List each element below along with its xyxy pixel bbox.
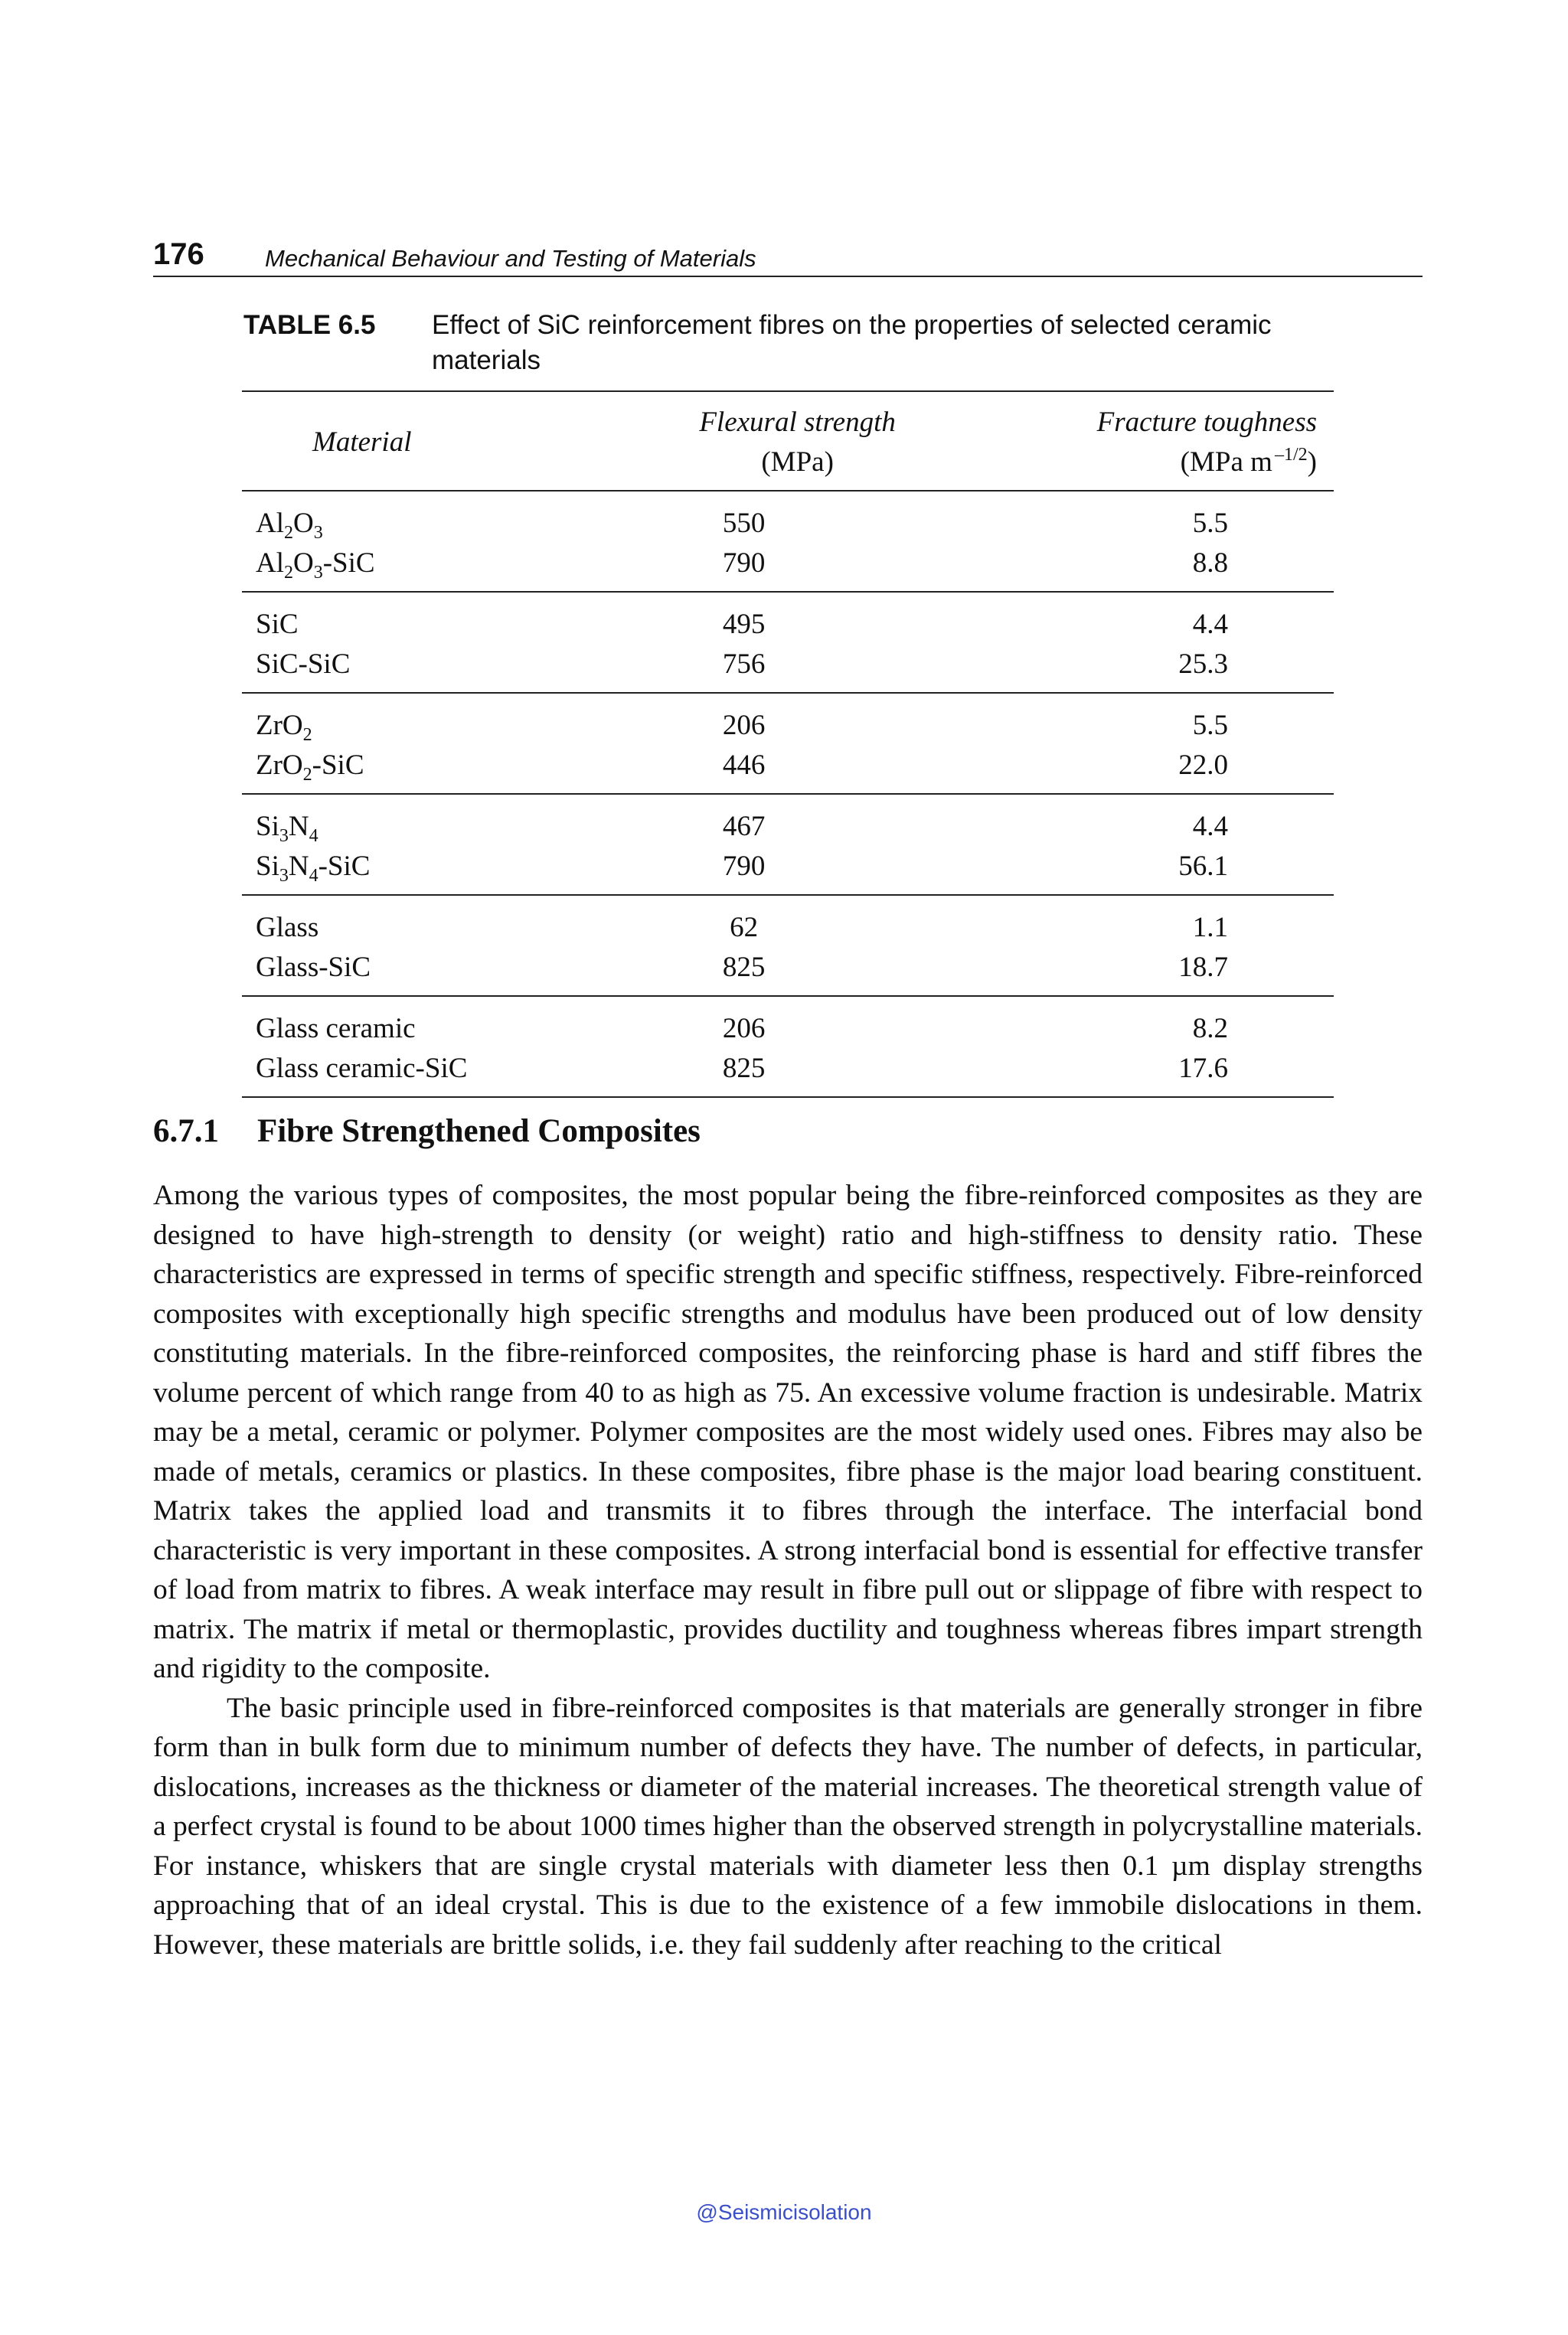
cell-flexural-strength: 495 bbox=[722, 609, 766, 640]
table-row bbox=[242, 491, 1334, 544]
cell-flexural-strength: 790 bbox=[722, 547, 766, 579]
cell-flexural-strength: 467 bbox=[722, 811, 766, 842]
cell-flexural-strength: 756 bbox=[722, 648, 766, 680]
cell-fracture-toughness: 25.3 bbox=[1178, 648, 1228, 680]
cell-fracture-toughness: 8.2 bbox=[1192, 1013, 1228, 1044]
cell-fracture-toughness: 17.6 bbox=[1178, 1053, 1228, 1084]
cell-fracture-toughness: 18.7 bbox=[1178, 952, 1228, 983]
cell-flexural-strength: 446 bbox=[722, 749, 766, 781]
paragraph-1: Among the various types of composites, the most popular being the fibre-reinforced composites as they are designed to have high-strength to density (or weight) ratio and high-stiffness to density ratio. These characteristics are expressed in terms of specific strength and specific stiffness, respectively. Fibre-reinforced composites with exceptionally high specific strengths and modulus have been produced out of low density constituting materials. In the fibre-reinforced composites, the reinforcing phase is hard and stiff fibres the volume percent of which range from 40 to as high as 75. An excessive volume fraction is undesirable. Matrix may be a metal, ceramic or polymer. Polymer composites are the most widely used ones. Fibres may also be made of metals, ceramics or plastics. In these composites, fibre phase is the major load bearing constituent. Matrix takes the applied load and transmits it to fibres through the interface. The interfacial bond characteristic is very important in these composites. A strong interfacial bond is essential for effective transfer of load from matrix to fibres. A weak interface may result in fibre pull out or slippage of fibre with respect to matrix. The matrix if metal or thermoplastic, provides ductility and toughness whereas fibres impart strength and rigidity to the composite. bbox=[153, 1180, 1423, 1684]
cell-material: SiC-SiC bbox=[256, 648, 351, 680]
cell-fracture-toughness: 8.8 bbox=[1192, 547, 1228, 579]
table-row bbox=[242, 592, 1334, 645]
cell-flexural-strength: 790 bbox=[722, 851, 766, 882]
paragraph-2: The basic principle used in fibre-reinforced composites is that materials are generally stronger in fibre form than in bulk form due to minimum number of defects they have. The number of defects, in particular, dislocations, increases as the thickness or diameter of the material increases. The theoretical strength value of a perfect crystal is found to be about 1000 times higher than the observed strength in polycrystalline materials. For instance, whiskers that are single crystal materials with diameter less then 0.1 µm display strengths approaching that of an ideal crystal. This is due to the existence of a few immobile dislocations in them. However, these materials are brittle solids, i.e. they fail suddenly after reaching to the critical bbox=[153, 1692, 1423, 1961]
cell-material: ZrO$_2$ bbox=[256, 710, 312, 745]
body-text bbox=[153, 1176, 1423, 1964]
cell-fracture-toughness: 5.5 bbox=[1192, 508, 1228, 539]
table-row bbox=[242, 693, 1334, 746]
cell-material: $Al_2O_3$-SiC bbox=[256, 547, 375, 583]
cell-material: Glass ceramic-SiC bbox=[256, 1053, 468, 1084]
cell-fracture-toughness: 4.4 bbox=[1192, 811, 1228, 842]
table-body bbox=[242, 491, 1334, 1097]
table-row bbox=[242, 1049, 1334, 1097]
cell-material: $Si_3N_4$ bbox=[256, 811, 318, 846]
header-material: Material bbox=[312, 426, 412, 458]
cell-material: Glass ceramic bbox=[256, 1013, 416, 1044]
cell-material: SiC bbox=[256, 609, 299, 640]
cell-fracture-toughness: 1.1 bbox=[1192, 912, 1228, 943]
section-title: Fibre Strengthened Composites bbox=[257, 1113, 701, 1149]
cell-fracture-toughness: 22.0 bbox=[1178, 749, 1228, 781]
table-row bbox=[242, 746, 1334, 794]
section-heading bbox=[153, 1112, 701, 1151]
properties-table bbox=[242, 390, 1334, 1098]
header-flexural-strength: Flexural strength (MPa) bbox=[699, 407, 896, 478]
running-title: Mechanical Behaviour and Testing of Materials bbox=[265, 245, 756, 272]
cell-fracture-toughness: 4.4 bbox=[1192, 609, 1228, 640]
cell-material: $Si_3N_4$-SiC bbox=[256, 851, 371, 886]
cell-flexural-strength: 206 bbox=[722, 1013, 766, 1044]
table-row bbox=[242, 847, 1334, 895]
table-header-row bbox=[242, 391, 1334, 491]
table-caption-text: Effect of SiC reinforcement fibres on the properties of selected ceramic materials bbox=[432, 310, 1272, 375]
table-row bbox=[242, 645, 1334, 693]
watermark: @Seismicisolation bbox=[696, 2200, 872, 2224]
cell-material: $Al_2O_3$ bbox=[256, 508, 323, 543]
cell-material: Glass bbox=[256, 912, 319, 943]
cell-material: ZrO$_2$-SiC bbox=[256, 749, 364, 785]
table-row bbox=[242, 794, 1334, 847]
page-number: 176 bbox=[153, 237, 204, 271]
table-row bbox=[242, 948, 1334, 996]
header-fracture-toughness: Fracture toughness (MPa m $^{-1/2}$) bbox=[1096, 407, 1317, 478]
cell-flexural-strength: 825 bbox=[722, 1053, 766, 1084]
table-row bbox=[242, 895, 1334, 948]
cell-flexural-strength: 206 bbox=[722, 710, 766, 741]
cell-fracture-toughness: 5.5 bbox=[1192, 710, 1228, 741]
table-label: TABLE 6.5 bbox=[243, 310, 376, 340]
cell-fracture-toughness: 56.1 bbox=[1178, 851, 1228, 882]
cell-flexural-strength: 825 bbox=[722, 952, 766, 983]
running-header bbox=[153, 236, 1423, 277]
section-number: 6.7.1 bbox=[153, 1113, 219, 1149]
table-row bbox=[242, 544, 1334, 592]
table-row bbox=[242, 996, 1334, 1049]
cell-flexural-strength: 550 bbox=[722, 508, 766, 539]
cell-material: Glass-SiC bbox=[256, 952, 371, 983]
cell-flexural-strength: 62 bbox=[730, 912, 759, 943]
